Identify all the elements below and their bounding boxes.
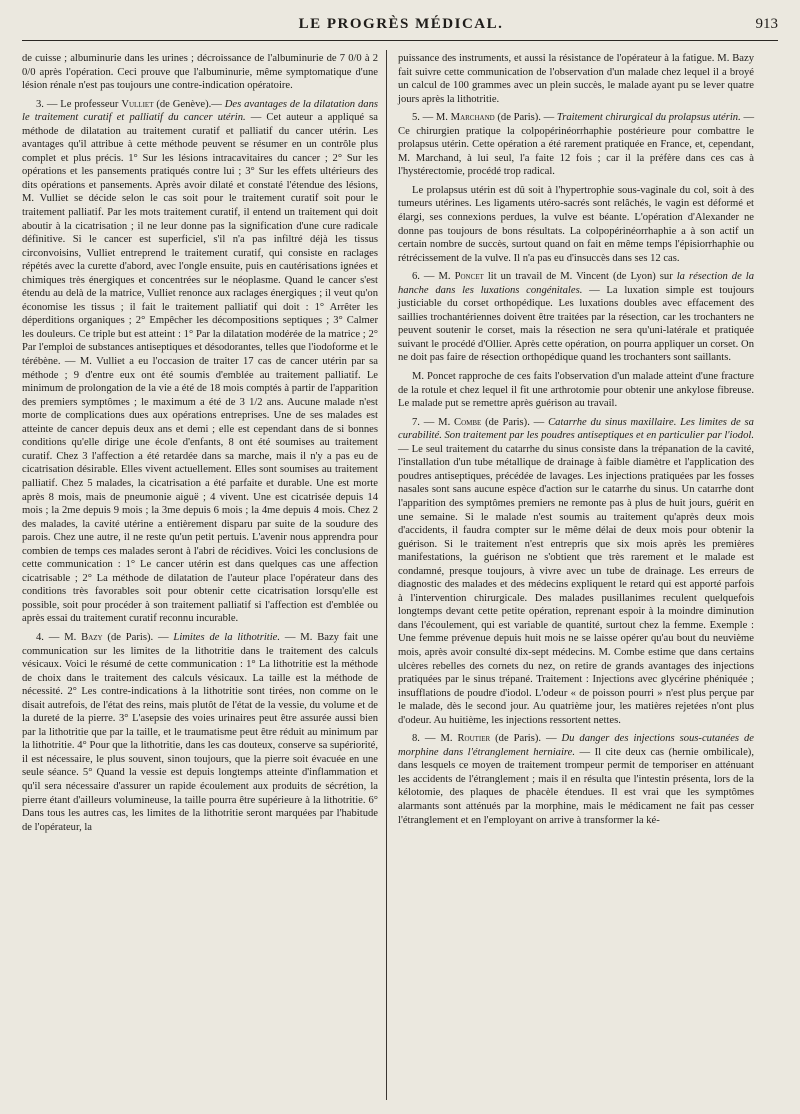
item-body: — Ce chirurgien pratique la colpopérinéorrhaphie postérieure pour combattre le prolapsus utérin. Cette opération a été rarement pratiquée en France, et, cependant, M. Marchand, à lui seul, l'a faite 12 fois ; car il la préfère dans ces cas à l'hystérectomie, procédé trop radical. [398, 112, 755, 178]
item-author: Combe [454, 416, 482, 428]
paragraph [398, 370, 754, 411]
item-title: la résection de la hanche dans les luxations congénitales. [398, 271, 755, 296]
page-number: 913 [755, 16, 778, 32]
report-item [398, 732, 754, 827]
left-column [22, 52, 378, 839]
report-item [398, 416, 754, 728]
item-title: Catarrhe du sinus maxillaire. Les limites de sa curabilité. Son traitement par les poudres antiseptiques et en particulier par l'iodol. [398, 416, 754, 442]
item-lead: 3. — Le professeur [36, 98, 119, 110]
report-item [22, 631, 378, 834]
continued-paragraph [398, 52, 754, 106]
item-title: Du danger des injections sous-cutanées de morphine dans l'étranglement herniaire. [398, 733, 754, 758]
item-lead: 6. — M. [412, 271, 451, 283]
item-title: Des avantages de la dilatation dans le traitement curatif et palliatif du cancer utérin. [22, 98, 378, 124]
item-author: Marchand [450, 112, 495, 124]
report-item [398, 270, 754, 365]
paragraph [398, 184, 754, 265]
running-title: LE PROGRÈS MÉDICAL. [298, 16, 504, 32]
item-place: (de Genève).— [156, 98, 222, 110]
item-lead: 7. — M. [412, 416, 451, 428]
item-title: Limites de la lithotritie. [173, 631, 281, 643]
item-author: Routier [457, 733, 491, 745]
item-lead: 5. — M. [412, 112, 448, 124]
item-body: — M. Bazy fait une communication sur les limites de la lithotritie dans le traitement des calculs vésicaux. Voici le résumé de cette communication : 1° La lithotritie est la méthode de choix dans le traitement des calculs vésicaux. La taille est la méthode de nécessité. 2° Les contre-indications à la lithotritie sont tirées, non comme on le disait autrefois, de l'état des reins, mais plutôt de l'état de la vessie, du volume et de la dureté de la pierre. 3° L'asepsie des voies urinaires peut être assurée aussi bien par la lithotritie que par la taille, et le traumatisme peut être réduit au minimum par la lithotritie. 4° Pour que la lithotritie, dans les cas douteux, conserve sa supériorité, il est nécessaire, le plus souvent, sinon toujours, que la pierre soit évacuée en une seule séance. 5° Quand la vessie est depuis longtemps atteinte d'inflammation et qu'il sera nécessaire d'assurer un rapide écoulement aux produits de sécrétion, la pierre étant d'ailleurs volumineuse, la taille pourra être supérieure à la lithotritie. 6° Dans tous les autres cas, les limites de la lithotritie seront marquées par l'habitude de l'opérateur, la [22, 631, 379, 833]
item-place: lit un travail de M. Vincent (de Lyon) sur [487, 271, 673, 283]
item-body: — Cet auteur a appliqué sa méthode de dilatation au traitement curatif et palliatif du cancer utérin. Les avantages qu'il attribue à cette méthode peuvent se résumer en un contrôle plus complet et plus précis. 1° Sur les lésions intracavitaires du cancer ; 2° Sur les opérations et les pansements pratiqués contre lui ; 3° Sur les effets ultérieurs des dits opérations et pansements. Après avoir dilaté et constaté l'étendue des lésions, M. Vulliet se décide selon le cas soit pour le traitement curatif soit pour le traitement palliatif. Par les mots traitement curatif, il entend un traitement qui doit aboutir à la cicatrisation ; il ne leur donne pas la signification d'une cure radicale définitive. Si le cancer est superficiel, s'il n'a pas infiltré déjà les tissus circonvoisins, Vulliet entreprend le traitement curatif, qui consiste en raclages répétés avec la curette d'abord, avec l'ongle ensuite, puis en cautérisations ignées et chimiques très énergiques et concentrées sur le néoplasme. Quand le cancer s'est étendu au delà de la matrice, Vulliet renonce aux raclages énergiques ; il veut qu'on économise les tissus ; il fait le traitement palliatif qui doit : 1° Arrêter les déperditions organiques ; 2° Empêcher les décompositions septiques ; 3° Calmer les douleurs. Ce triple but est atteint : 1° Par la dilatation modérée de la matrice ; 2° Par l'emploi de substances antiseptiques et désodorantes, telles que l'iodoforme et le térébène. — M. Vulliet a eu l'occasion de traiter 17 cas de cancer utérin par sa méthode ; 9 d'entre eux ont été soumis d'emblée au traitement palliatif. Le minimum de prolongation de la vie a été de 18 mois comptés à partir de l'apparition des premiers symptômes ; le maximum a été de 3 1/2 ans. Aucune malade n'est morte de complications dues aux opérations entreprises. Une de ses malades est atteinte de cancer depuis deux ans et demi ; elle est cependant dans de si bonnes conditions qu'elle dirige une école d'enfants, 8 ont été soumises au traitement curatif. Chez 3 l'affection a été retardée dans sa marche, mais il n'y a pas eu de cicatrisation désirable. Elles vivent actuellement. Elles sont soumises au traitement palliatif. Chez 5 malades, la cicatrisation a été parfaite et durable. Une est morte après 8 mois, mais de pneumonie aiguë ; 4 vivent. Une est cicatrisée depuis 14 mois ; la 2me depuis 9 mois ; la 3me depuis 6 mois ; la 4me depuis 4 mois. Chez 2 des malades, la cavité utérine a entièrement disparu par suite de la soudure des parois. Chez une autre, il ne reste qu'un petit pertuis. L'avenir nous apprendra pour combien de temps ces malades seront à l'abri de récidives. Voici les conclusions de cette communication : 1° Le cancer utérin est dans quelques cas une affection cicatrisable ; 2° La méthode de dilatation de l'auteur place l'opérateur dans des conditions très favorables soit pour obtenir cette cicatrisation lorsqu'elle est possible, soit pour procéder à son traitement palliatif si l'affection est d'emblée ou après essai du traitement curatif reconnu incurable. [22, 112, 378, 625]
item-author: Bazy [81, 631, 103, 643]
paragraph-text: puissance des instruments, et aussi la résistance de l'opérateur à la fatigue. M. Bazy fait suivre cette communication de l'observation d'un malade chez lequel il a broyé un calcul de 100 grammes avec un plein succès, le malade ayant pu se lever quatre jours après la lithotritie. [398, 53, 754, 105]
item-body: — Le seul traitement du catarrhe du sinus consiste dans la trépanation de la cavité, l'installation d'un tube métallique de drainage à faible diamètre et l'application des poudres antiseptiques, précédée de lavages. Les injections pratiquées par les fosses nasales sont sans aucune espèce d'action sur le catarrhe du sinus. Un catarrhe dont l'apparition des symptômes premiers ne remonte pas à plus de huit jours, guérit en une semaine. Si le malade n'est soumis au traitement qu'après deux mois d'accidents, il faudra compter sur le même délai de deux mois pour obtenir la guérison. Si le traitement n'est entrepris que six mois après les premières manifestations, la guérison ne s'obtient que très rarement et le malade est condamné, presque toujours, à vivre avec un tube de drainage. Les erreurs de diagnostic des malades et des médecins expliquent le retard qui est apporté parfois à l'intervention chirurgicale. Des malades pusillanimes reculent quelquefois longtemps devant cette petite opération, reprenant espoir à la moindre diminution dans l'écoulement, qui est variable de quantité, surtout chez la femme. Exemple : Une femme prévenue depuis huit mois ne se laisse opérer qu'au bout du neuvième mois, après avoir consulté dix-sept médecins. M. Combe estime que dans certains ulcères rebelles des cornets du nez, on retire de grands avantages des injections pratiquées par le sinus trépané. Traitement : Injections avec glycérine phéniquée ; insufflations de poudre d'iodol. L'odeur « de poisson pourri » n'est plus perçue par le malade, dès le second jour. Au quatrième jour, les matières rejetées n'ont plus d'odeur. Au huitième, les injections ressortent nettes. [398, 443, 754, 726]
item-lead: 4. — M. [36, 631, 77, 643]
continued-paragraph [22, 52, 378, 93]
item-author: Vulliet [121, 98, 154, 110]
item-place: (de Paris). — [107, 631, 169, 643]
item-body: — La luxation simple est toujours justiciable du corset orthopédique. Les luxations doubles avec effacement des saillies trochantériennes doivent être traitées par la résection, car les trochanters ne peuvent soutenir le corset, mais la résection ne sera qu'uni-latérale et pratiquée suivant le procédé d'Ollier. Après cette opération, on pourra appliquer un corset. On ne doit pas faire de résection orthopédique quand les trochanters sont saillants. [398, 284, 754, 364]
report-item [22, 98, 378, 626]
paragraph-text: Le prolapsus utérin est dû soit à l'hypertrophie sous-vaginale du col, soit à des tumeurs utérines. Les ligaments utéro-sacrés sont relâchés, le vagin est déformé et élargi, ses connexions perdues, la vulve est béante. L'opération d'Alexander ne donne pas toujours de bons résultats. La colpopérinéorrhaphie a à son actif un certain nombre de succès, surtout quand on fait en même temps l'épisiorrhaphie ou rétrécissement de la vulve. Il n'a pas eu d'insuccès dans ses 12 cas. [398, 184, 754, 264]
header-rule [22, 40, 778, 41]
item-place: (de Paris). — [495, 733, 557, 745]
item-title: Traitement chirurgical du prolapsus utérin. [556, 112, 741, 124]
report-item [398, 111, 754, 179]
page-header [22, 14, 780, 40]
item-place: (de Paris). — [497, 112, 555, 124]
paragraph-text: M. Poncet rapproche de ces faits l'observation d'un malade atteint d'une fracture de la rotule et chez lequel il fit une arthrotomie pour obtenir une ankylose fibreuse. Le malade put se remettre après guérison au travail. [398, 371, 754, 410]
column-divider [386, 50, 387, 1100]
item-author: Poncet [454, 271, 484, 283]
item-body: — Il cite deux cas (hernie ombilicale), dans lesquels ce moyen de traitement trompeur permit de temporiser en atténuant les accidents de l'étranglement ; mais il en résulta que l'intestin présenta, lors de la kélotomie, des plaques de phacèle étendues. Il est vrai que les symptômes alarmants sont atténués par la morphine, mais le médicament ne fait pas cesser l'étranglement et en l'employant on arrive à transformer la ké- [398, 746, 754, 826]
item-lead: 8. — M. [412, 733, 453, 745]
paragraph-text: de cuisse ; albuminurie dans les urines ; décroissance de l'albuminurie de 7 0/0 à 2 0/0 après l'opération. Ceci prouve que l'albuminurie, même symptomatique d'une lésion rénale n'est pas toujours une contre-indication opératoire. [22, 53, 378, 92]
item-place: (de Paris). — [485, 416, 545, 428]
right-column [398, 52, 754, 832]
